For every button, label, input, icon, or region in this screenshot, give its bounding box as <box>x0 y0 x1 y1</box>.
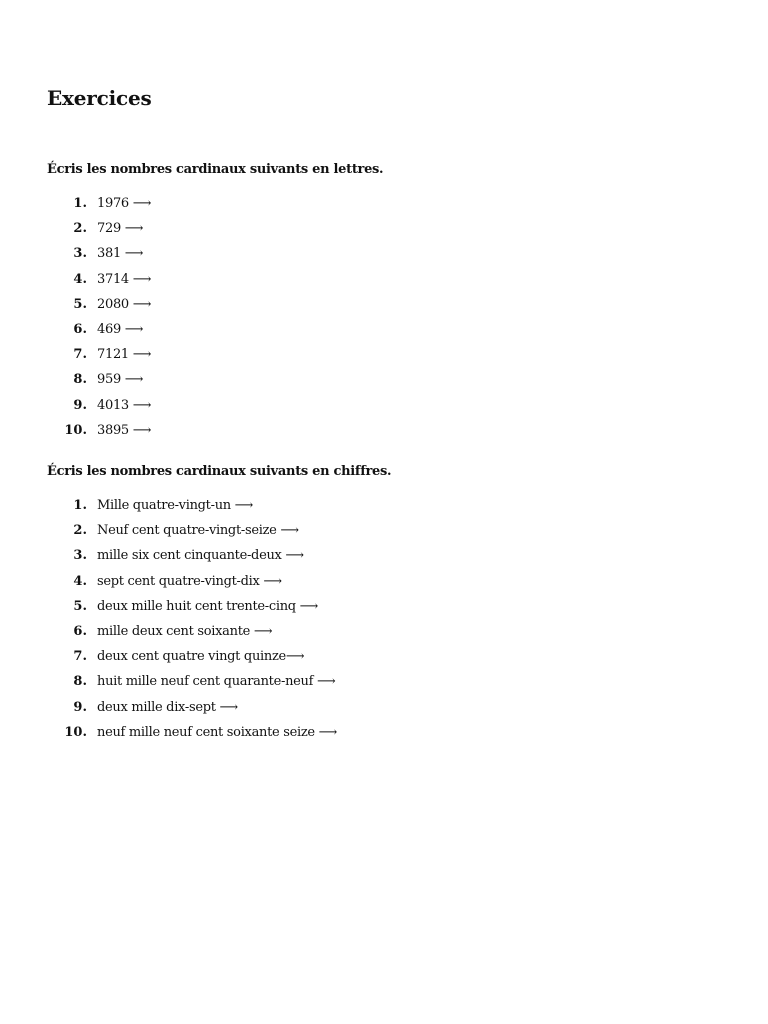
exercise-number: 5. <box>73 296 87 312</box>
exercise-text: huit mille neuf cent quarante-neuf ⟶ <box>97 674 336 690</box>
page-title: Exercices <box>47 86 152 110</box>
exercise-number: 4. <box>73 271 87 287</box>
exercise-text: 729 ⟶ <box>97 221 144 237</box>
exercise-number: 2. <box>73 523 87 539</box>
exercise-text: 3714 ⟶ <box>97 271 152 287</box>
section-heading-letters: Écris les nombres cardinaux suivants en lettres. <box>47 162 384 177</box>
exercise-text: deux cent quatre vingt quinze⟶ <box>97 649 305 665</box>
exercise-text: mille deux cent soixante ⟶ <box>97 623 273 639</box>
exercise-number: 9. <box>73 699 87 715</box>
exercise-text: Neuf cent quatre-vingt-seize ⟶ <box>97 523 299 539</box>
exercise-number: 10. <box>64 422 87 438</box>
exercise-number: 1. <box>73 498 87 513</box>
exercise-number: 3. <box>73 246 87 262</box>
exercise-text: deux mille huit cent trente-cinq ⟶ <box>97 598 318 614</box>
exercise-text: 469 ⟶ <box>97 321 144 337</box>
exercise-text: mille six cent cinquante-deux ⟶ <box>97 548 304 564</box>
exercise-number: 6. <box>73 321 87 337</box>
exercise-text: 381 ⟶ <box>97 246 144 262</box>
exercise-number: 8. <box>73 372 87 388</box>
exercise-text: neuf mille neuf cent soixante seize ⟶ <box>97 724 337 740</box>
section-heading-digits: Écris les nombres cardinaux suivants en chiffres. <box>47 464 392 479</box>
exercise-text: deux mille dix-sept ⟶ <box>97 699 238 715</box>
exercise-text: 1976 ⟶ <box>97 196 152 211</box>
exercise-number: 3. <box>73 548 87 564</box>
exercise-text: 7121 ⟶ <box>97 347 152 363</box>
exercise-number: 7. <box>73 347 87 363</box>
exercise-number: 2. <box>73 221 87 237</box>
exercise-number: 10. <box>64 724 87 740</box>
exercise-text: 959 ⟶ <box>97 372 144 388</box>
exercise-number: 9. <box>73 397 87 413</box>
exercise-text: 2080 ⟶ <box>97 296 152 312</box>
exercise-number: 7. <box>73 649 87 665</box>
exercise-text: 3895 ⟶ <box>97 422 152 438</box>
exercise-number: 4. <box>73 573 87 589</box>
exercise-text: sept cent quatre-vingt-dix ⟶ <box>97 573 282 589</box>
exercise-number: 1. <box>73 196 87 211</box>
exercise-number: 6. <box>73 623 87 639</box>
exercise-text: 4013 ⟶ <box>97 397 152 413</box>
exercise-number: 8. <box>73 674 87 690</box>
exercise-number: 5. <box>73 598 87 614</box>
exercise-text: Mille quatre-vingt-un ⟶ <box>97 498 254 513</box>
